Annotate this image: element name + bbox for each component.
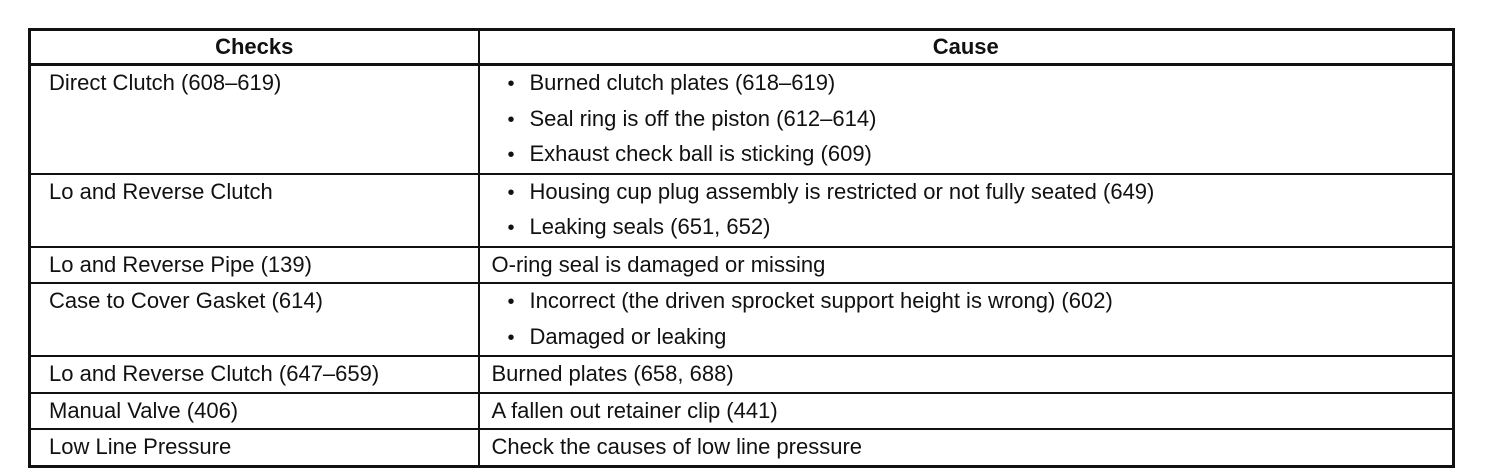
header-checks: Checks — [30, 30, 479, 65]
cause-item — [508, 175, 1453, 211]
cause-cell: O-ring seal is damaged or missing — [479, 247, 1454, 284]
check-cell: Manual Valve (406) — [30, 393, 479, 430]
check-cell: Case to Cover Gasket (614) — [30, 283, 479, 356]
table-row — [30, 247, 1454, 284]
table-row — [30, 429, 1454, 466]
cause-item-text: Incorrect (the driven sprocket support height is wrong) (602) — [529, 288, 1113, 313]
cause-list — [508, 66, 1453, 173]
cause-item-text: Damaged or leaking — [529, 323, 727, 349]
cause-list — [508, 175, 1453, 246]
cause-item-text: Exhaust check ball is sticking (609) — [529, 141, 872, 166]
check-cell: Lo and Reverse Pipe (139) — [30, 247, 479, 284]
table-row — [30, 356, 1454, 393]
bullet-icon: • — [507, 326, 515, 349]
cause-item — [508, 320, 1453, 356]
bullet-icon: • — [507, 108, 515, 131]
cause-item — [508, 66, 1453, 102]
bullet-icon: • — [507, 217, 515, 239]
bullet-icon: • — [507, 181, 515, 204]
cause-item-text: Seal ring is off the piston (612–614) — [529, 105, 877, 131]
cause-item — [508, 137, 1453, 173]
cause-cell — [479, 65, 1454, 174]
table-row — [30, 65, 1454, 174]
check-cell: Lo and Reverse Clutch (647–659) — [30, 356, 479, 393]
check-cell: Direct Clutch (608–619) — [30, 65, 479, 174]
cause-cell: Check the causes of low line pressure — [479, 429, 1454, 466]
bullet-icon: • — [507, 291, 515, 313]
check-cell: Lo and Reverse Clutch — [30, 174, 479, 247]
diagnosis-table — [28, 28, 1455, 468]
cause-item — [508, 284, 1453, 320]
cause-cell — [479, 283, 1454, 356]
table-row — [30, 393, 1454, 430]
cause-item — [508, 210, 1453, 246]
cause-item-text: Burned clutch plates (618–619) — [529, 70, 836, 95]
header-cause: Cause — [479, 30, 1454, 65]
cause-list — [508, 284, 1453, 355]
cause-cell: Burned plates (658, 688) — [479, 356, 1454, 393]
cause-item — [508, 102, 1453, 138]
bullet-icon: • — [507, 144, 515, 166]
table-row — [30, 174, 1454, 247]
cause-item-text: Leaking seals (651, 652) — [529, 214, 771, 239]
check-cell: Low Line Pressure — [30, 429, 479, 466]
cause-cell — [479, 174, 1454, 247]
table-row — [30, 283, 1454, 356]
cause-item-text: Housing cup plug assembly is restricted or not fully seated (649) — [529, 178, 1155, 204]
cause-cell: A fallen out retainer clip (441) — [479, 393, 1454, 430]
header-row — [30, 30, 1454, 65]
bullet-icon: • — [507, 73, 515, 95]
